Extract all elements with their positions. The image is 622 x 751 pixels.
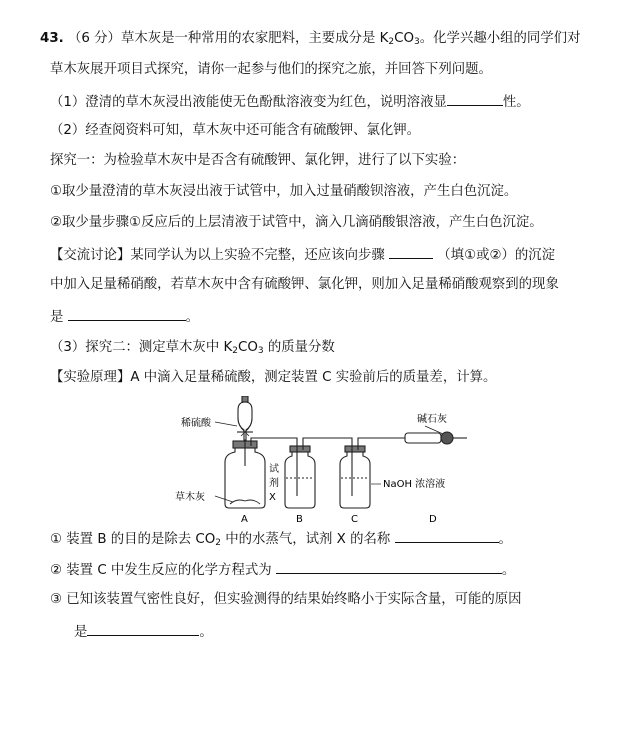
- subq1-answer-blank[interactable]: [395, 529, 499, 543]
- step2-text-c: 反应后的上层清液于试管中，滴入几滴硝酸银溶液，产生白色沉淀。: [140, 215, 543, 230]
- step2-mark: ②: [50, 215, 63, 230]
- step1-mark: ①: [50, 184, 63, 199]
- discussion-label: 【交流讨论】: [50, 248, 131, 263]
- question-number: 43.: [40, 31, 64, 46]
- discussion-line-3: [50, 307, 199, 327]
- unit-label-c: C: [351, 514, 358, 525]
- intro-text-a: 草木灰是一种常用的农家肥料，主要成分是 K: [120, 31, 389, 46]
- part3-title: [50, 339, 335, 360]
- bottle-c: [340, 451, 370, 508]
- subq3-end: 。: [199, 625, 213, 640]
- discussion-text-b: （填: [437, 248, 465, 263]
- discussion-text-a: 某同学认为以上实验不完整，还应该向步骤: [130, 248, 385, 263]
- subquestion-3-line-2: [74, 622, 213, 642]
- discussion-text-f: ）的沉淀: [501, 248, 556, 263]
- subq3-mark: ③: [50, 592, 63, 607]
- subquestion-3: [50, 591, 522, 609]
- label-acid: 稀硫酸: [181, 418, 211, 429]
- intro-text-c: 。化学兴趣小组的同学们对: [419, 31, 581, 46]
- part1-line: [50, 92, 530, 112]
- part2-line: （2）经查阅资料可知，草木灰中还可能含有硫酸钾、氯化钾。: [50, 123, 421, 138]
- part3-title-b: CO: [237, 340, 258, 355]
- part1-answer-blank[interactable]: [447, 92, 503, 106]
- part3-title-sub: 2: [232, 346, 238, 356]
- intro-sub2: 3: [414, 37, 420, 47]
- ash-solid: [230, 500, 260, 504]
- discussion-text-d: 或: [476, 248, 490, 263]
- subq1-mark: ①: [50, 532, 63, 547]
- part3-title-a: （3）探究二：测定草木灰中 K: [50, 340, 233, 355]
- subq2-end: 。: [501, 563, 516, 578]
- explore1-step1: [50, 183, 517, 201]
- subq2-text-a: 装置 C 中发生反应的化学方程式为: [66, 563, 272, 578]
- step1-text: 取少量澄清的草木灰浸出液于试管中，加入过量硝酸钡溶液，产生白色沉淀。: [62, 184, 518, 199]
- separatory-funnel: [238, 402, 252, 440]
- label-reagent-3: X: [269, 492, 276, 503]
- question-score: （6 分）: [68, 31, 121, 46]
- subq3-line2-a: 是: [74, 625, 88, 640]
- subquestion-2: [50, 560, 515, 580]
- discussion-line-2: 中加入足量稀硝酸，若草木灰中含有硫酸钾、氯化钾，则加入足量稀硝酸观察到的现象: [50, 277, 559, 292]
- subq1-text-b: 中的水蒸气，试剂 X 的名称: [221, 532, 391, 547]
- discussion-line3-b: 。: [185, 310, 200, 325]
- unit-label-a: A: [241, 514, 248, 525]
- part1-text-b: 性。: [502, 95, 530, 110]
- subq1-end: 。: [498, 532, 512, 547]
- drying-tube-d: [405, 433, 441, 443]
- discussion-step-blank[interactable]: [389, 245, 433, 259]
- intro-sub: 2: [388, 37, 395, 47]
- subquestion-1: [50, 529, 512, 552]
- discussion-line-1: [50, 245, 555, 265]
- apparatus-diagram: [175, 396, 475, 526]
- question-intro-line-1: [40, 30, 580, 51]
- part3-title-sub2: 3: [257, 346, 264, 356]
- label-reagent-2: 剂: [269, 478, 279, 489]
- intro-text-b: CO: [394, 31, 415, 46]
- subq3-answer-blank[interactable]: [87, 622, 199, 636]
- label-naoh: NaOH 浓溶液: [383, 479, 446, 490]
- subq1-text-a: 装置 B 的目的是除去 CO: [66, 532, 216, 547]
- principle-text: A 中滴入足量稀硫酸，测定装置 C 实验前后的质量差，计算。: [130, 370, 497, 385]
- part3-principle: [50, 369, 496, 387]
- subq2-answer-blank[interactable]: [276, 560, 502, 574]
- step2-ref-mark: ①: [128, 215, 141, 230]
- discussion-text-c: ①: [464, 248, 477, 263]
- part1-text-a: （1）澄清的草木灰浸出液能使无色酚酞溶液变为红色，说明溶液显: [50, 95, 447, 110]
- principle-label: 【实验原理】: [50, 370, 131, 385]
- discussion-line3-a: 是: [50, 310, 64, 325]
- unit-label-b: B: [296, 514, 303, 525]
- subq2-mark: ②: [50, 563, 63, 578]
- label-reagent-1: 试: [269, 464, 279, 475]
- label-ash: 草木灰: [175, 492, 205, 503]
- step2-text-a: 取少量步骤: [62, 215, 129, 230]
- discussion-text-e: ②: [489, 248, 502, 263]
- subq3-text-a: 已知该装置气密性良好，但实验测得的结果始终略小于实际含量，可能的原因: [66, 592, 522, 607]
- bottle-b: [285, 451, 315, 508]
- explore1-title: 探究一：为检验草木灰中是否含有硫酸钾、氯化钾，进行了以下实验：: [50, 153, 466, 168]
- discussion-phenomenon-blank[interactable]: [68, 307, 186, 321]
- subq1-sub: 2: [215, 538, 221, 548]
- part3-title-c: 的质量分数: [263, 340, 335, 355]
- explore1-step2: [50, 214, 543, 232]
- label-soda-lime: 碱石灰: [417, 414, 447, 425]
- question-intro-line-2: 草木灰展开项目式探究，请你一起参与他们的探究之旅，并回答下列问题。: [50, 62, 492, 77]
- unit-label-d: D: [429, 514, 437, 525]
